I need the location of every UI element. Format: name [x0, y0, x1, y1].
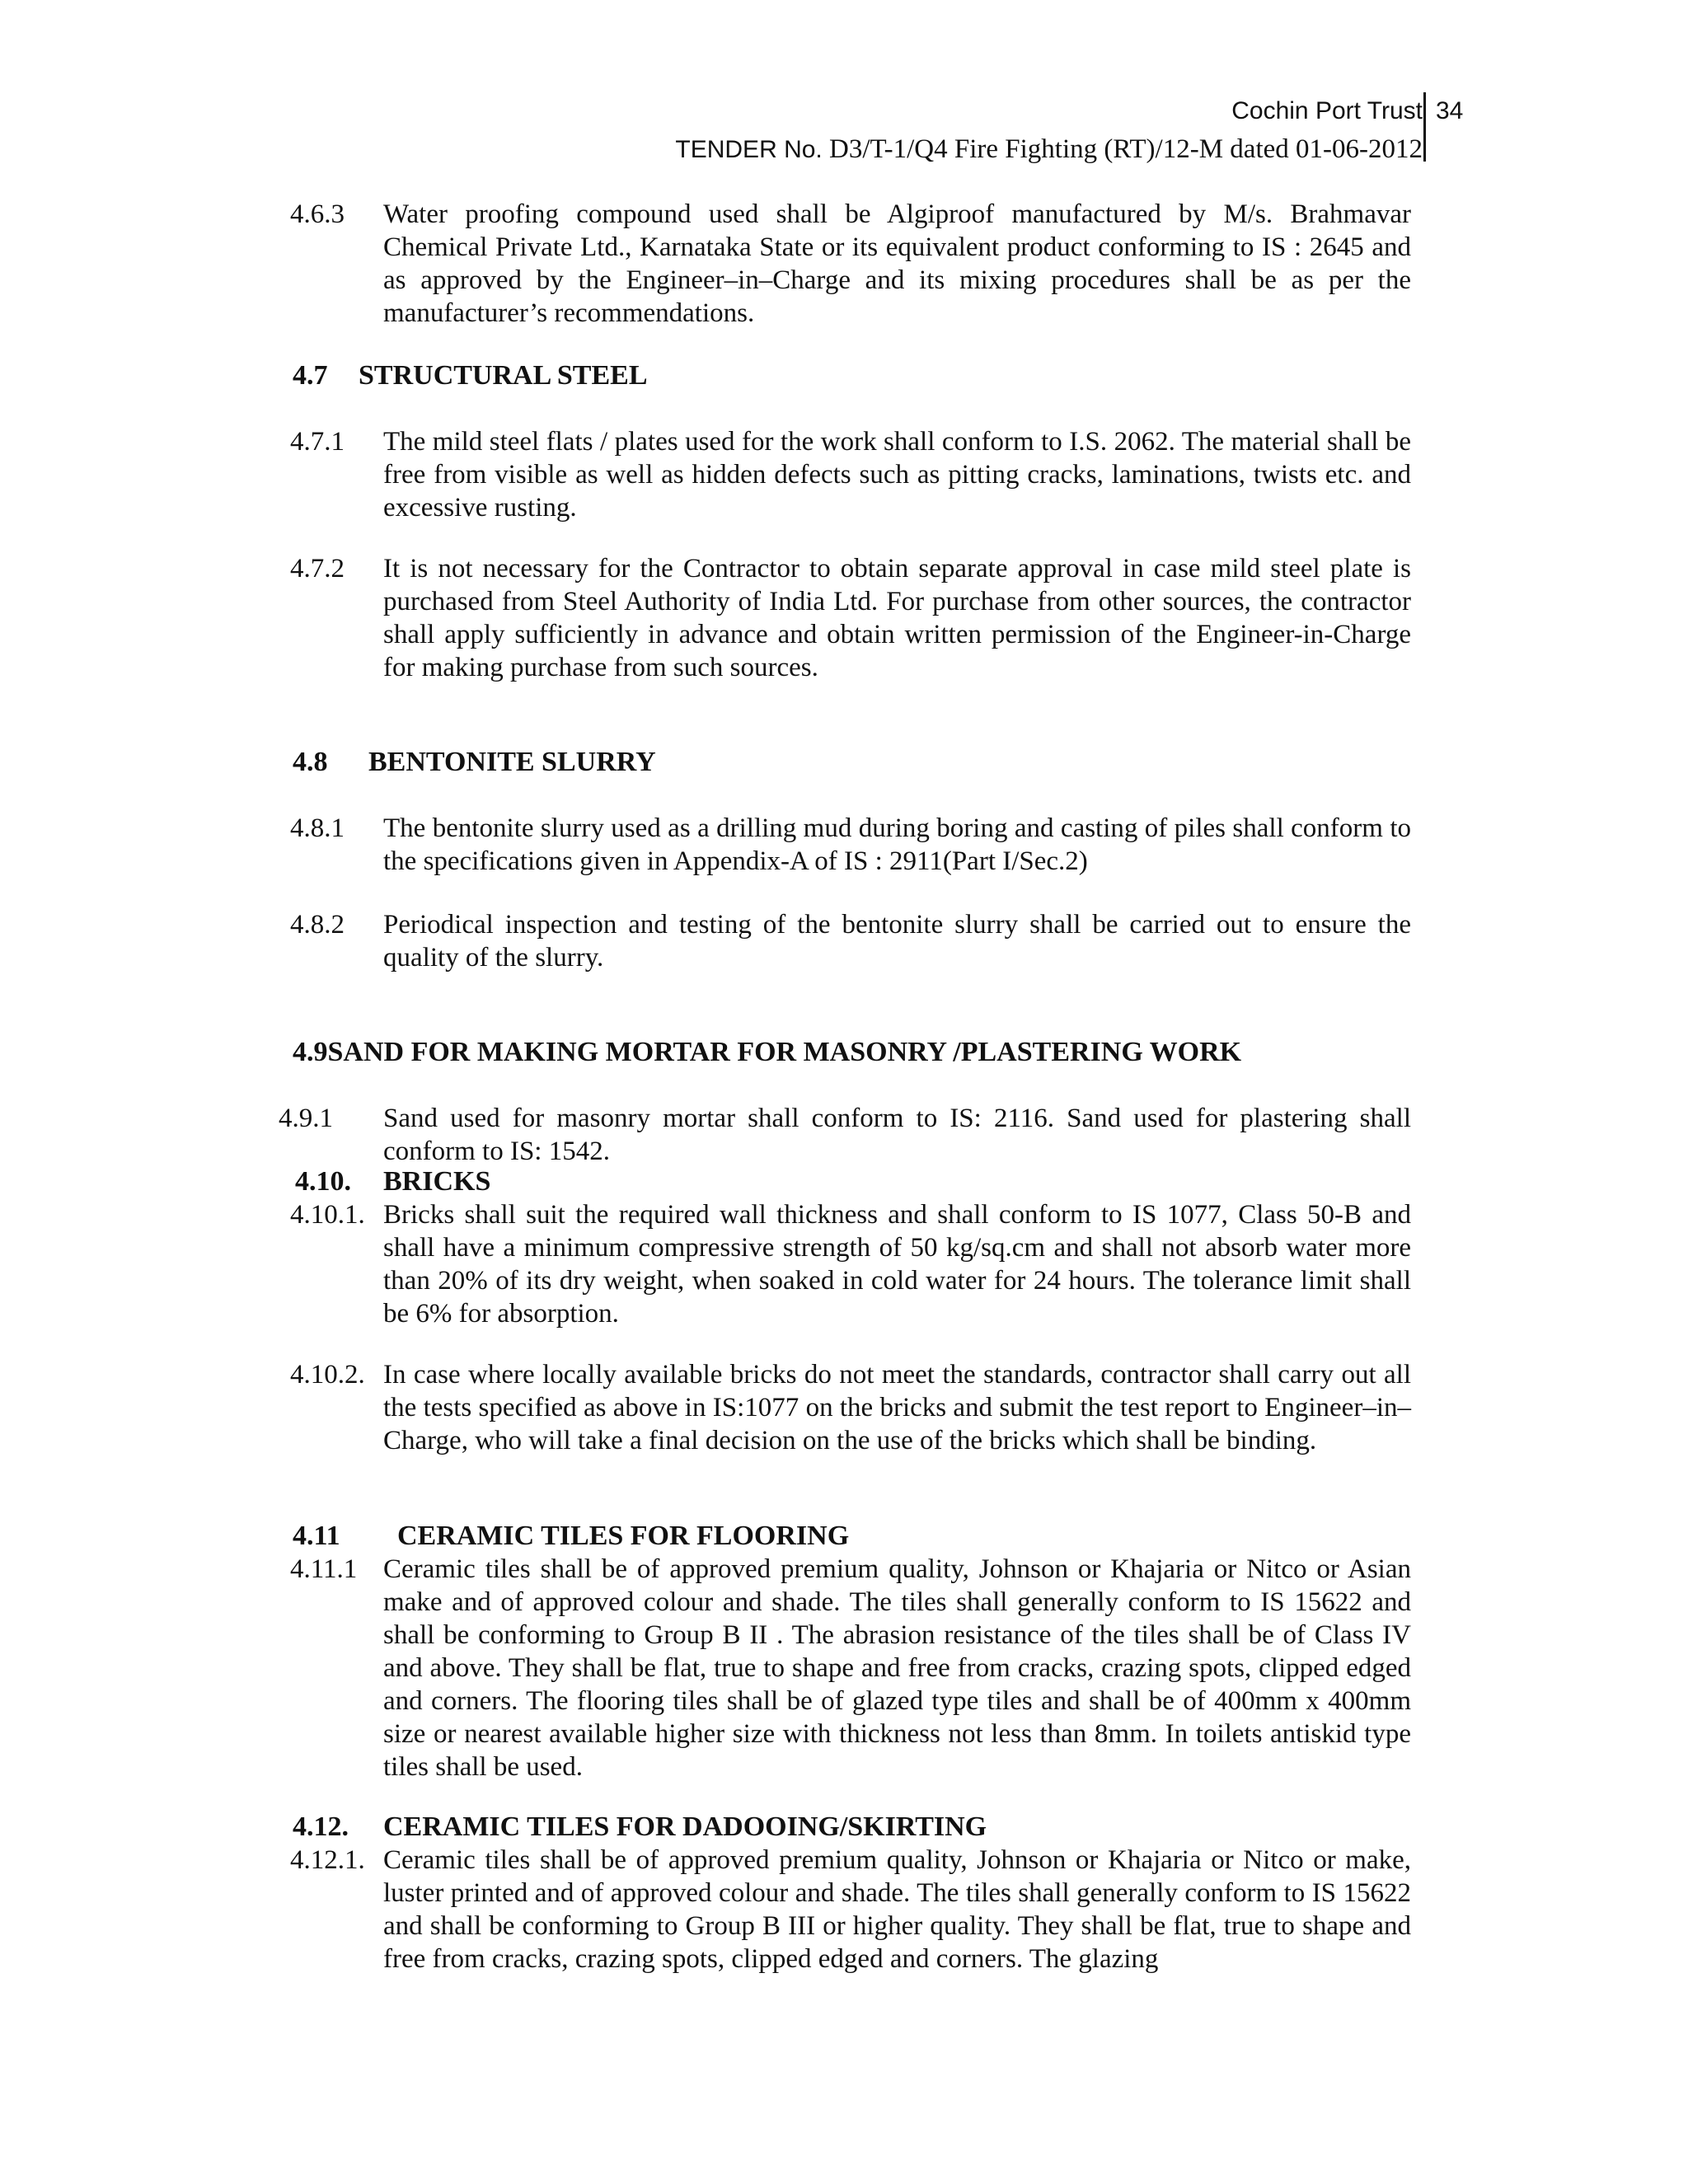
section-number: 4.11	[293, 1521, 340, 1551]
clause-4-7-1	[290, 425, 1411, 524]
clause-4-7-2	[290, 552, 1411, 684]
section-title: BRICKS	[383, 1166, 491, 1197]
header-divider	[1423, 92, 1426, 162]
page-number: 34	[1436, 97, 1464, 124]
section-number: 4.9	[293, 1037, 328, 1067]
clause-4-10-2	[290, 1358, 1411, 1457]
clause-text: Sand used for masonry mortar shall conform to IS: 2116. Sand used for plastering shall conform to IS: 1542.	[383, 1104, 1411, 1166]
clause-number: 4.8.2	[290, 910, 345, 940]
section-title: SAND FOR MAKING MORTAR FOR MASONRY /PLASTERING WORK	[327, 1037, 1242, 1067]
clause-4-10-1	[290, 1198, 1411, 1330]
section-heading-4-10	[295, 1165, 490, 1198]
section-heading-4-9	[293, 1036, 1241, 1069]
clause-4-6-3	[290, 198, 1411, 330]
section-number: 4.7	[293, 360, 328, 391]
clause-4-8-1	[290, 812, 1411, 878]
clause-number: 4.10.2.	[290, 1360, 365, 1390]
section-heading-4-12	[293, 1811, 987, 1844]
clause-text: Ceramic tiles shall be of approved premium quality, Johnson or Khajaria or Nitco or make, luster printed and of approved colour and shade. The tiles shall generally conform to IS 15622 and shall be conforming to Group B III or higher quality. They shall be flat, true to shape and free from cracks, crazing spots, clipped edged and corners. The glazing	[383, 1845, 1411, 1974]
clause-number: 4.7.1	[290, 427, 345, 457]
clause-text: It is not necessary for the Contractor to obtain separate approval in case mild steel plate is purchased from Steel Authority of India Ltd. For purchase from other sources, the contractor shall apply sufficiently in advance and obtain written permission of the Engineer-in-Charge for making purchase from such sources.	[383, 554, 1411, 682]
section-number: 4.8	[293, 747, 328, 777]
clause-text: In case where locally available bricks do not meet the standards, contractor shall carry out all the tests specified as above in IS:1077 on the bricks and submit the test report to Engineer–in–Charge, who will take a final decision on the use of the bricks which shall be binding.	[383, 1360, 1411, 1455]
section-heading-4-11	[293, 1520, 849, 1553]
section-title: STRUCTURAL STEEL	[359, 360, 648, 391]
organization-name: Cochin Port Trust	[1231, 97, 1423, 124]
page-header	[675, 92, 1423, 169]
tender-reference-line	[675, 130, 1423, 169]
clause-number: 4.7.2	[290, 554, 345, 583]
section-title: CERAMIC TILES FOR FLOORING	[397, 1521, 850, 1551]
clause-4-9-1	[279, 1102, 1411, 1168]
clause-4-11-1	[290, 1553, 1411, 1783]
section-title: BENTONITE SLURRY	[368, 747, 656, 777]
tender-reference: D3/T-1/Q4 Fire Fighting (RT)/12-M dated 01-06-2012	[829, 134, 1423, 164]
clause-text: Ceramic tiles shall be of approved premium quality, Johnson or Khajaria or Nitco or Asian make and of approved colour and shade. The tiles shall generally conform to IS 15622 and shall be conforming to Group B II . The abrasion resistance of the tiles shall be of Class IV and above. They shall be flat, true to shape and free from cracks, crazing spots, clipped edged and corners. The flooring tiles shall be of glazed type tiles and shall be of 400mm x 400mm size or nearest available higher size with thickness not less than 8mm. In toilets antiskid type tiles shall be used.	[383, 1554, 1411, 1782]
clause-text: The mild steel flats / plates used for the work shall conform to I.S. 2062. The material shall be free from visible as well as hidden defects such as pitting cracks, laminations, twists etc. and excessive rusting.	[383, 427, 1411, 523]
clause-number: 4.10.1.	[290, 1200, 365, 1230]
section-title: CERAMIC TILES FOR DADOOING/SKIRTING	[383, 1811, 987, 1842]
section-heading-4-7	[293, 359, 648, 392]
clause-number: 4.12.1.	[290, 1845, 365, 1875]
section-number: 4.10.	[295, 1166, 351, 1197]
clause-4-8-2	[290, 908, 1411, 974]
section-number: 4.12.	[293, 1811, 349, 1842]
clause-text: Bricks shall suit the required wall thickness and shall conform to IS 1077, Class 50-B and shall have a minimum compressive strength of 50 kg/sq.cm and shall not absorb water more than 20% of its dry weight, when soaked in cold water for 24 hours. The tolerance limit shall be 6% for absorption.	[383, 1200, 1411, 1329]
clause-number: 4.9.1	[279, 1104, 333, 1133]
clause-text: Periodical inspection and testing of the bentonite slurry shall be carried out to ensure the quality of the slurry.	[383, 910, 1411, 972]
clause-number: 4.11.1	[290, 1554, 358, 1584]
clause-text: The bentonite slurry used as a drilling mud during boring and casting of piles shall conform to the specifications given in Appendix-A of IS : 2911(Part I/Sec.2)	[383, 813, 1411, 876]
clause-number: 4.6.3	[290, 199, 345, 229]
clause-text: Water proofing compound used shall be Algiproof manufactured by M/s. Brahmavar Chemical Private Ltd., Karnataka State or its equivalent product conforming to IS : 2645 and as approved by the Engineer–in–Charge and its mixing procedures shall be as per the manufacturer’s recommendations.	[383, 199, 1411, 328]
clause-number: 4.8.1	[290, 813, 345, 843]
clause-4-12-1	[290, 1844, 1411, 1975]
section-heading-4-8	[293, 746, 656, 779]
tender-prefix: TENDER No.	[675, 136, 823, 163]
